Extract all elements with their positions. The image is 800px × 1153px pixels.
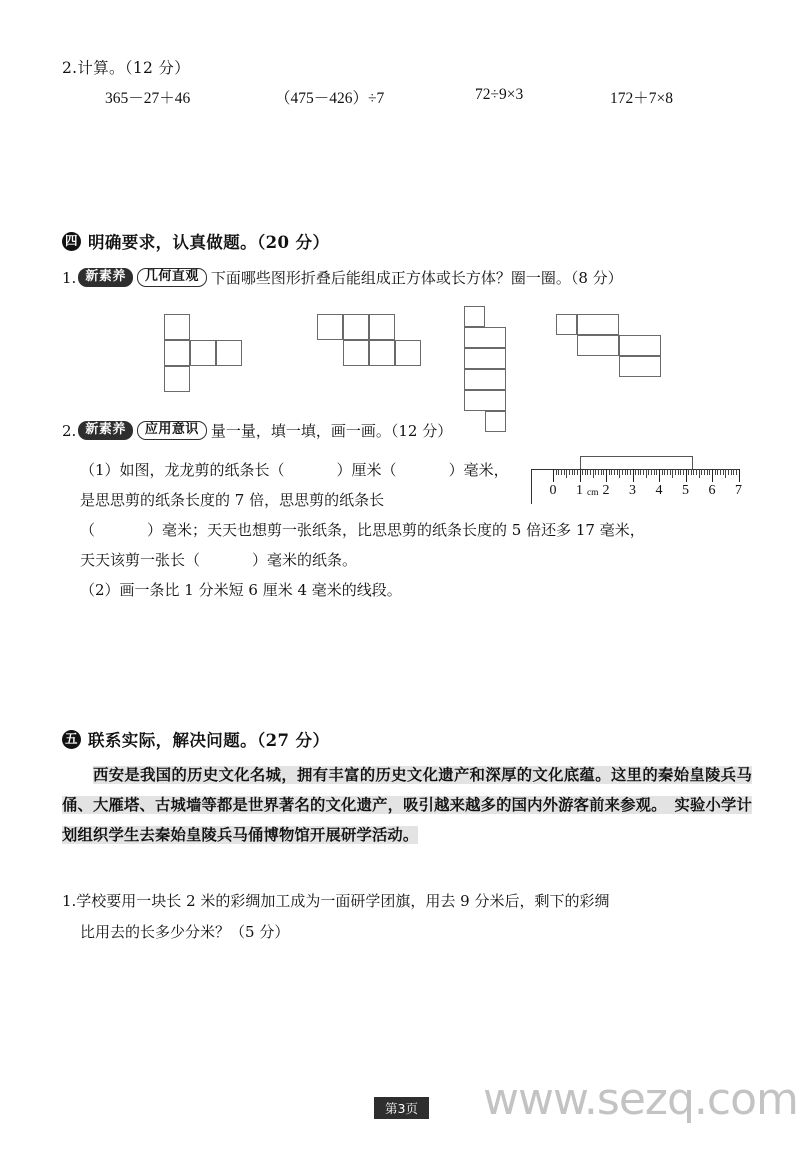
net-cell bbox=[164, 340, 190, 366]
ruler-minor-tick bbox=[577, 469, 578, 475]
ruler-minor-tick bbox=[731, 469, 732, 475]
ruler-minor-tick bbox=[601, 469, 602, 475]
ruler-minor-tick bbox=[709, 469, 710, 475]
ruler-minor-tick bbox=[587, 469, 588, 475]
ruler-minor-tick bbox=[683, 469, 684, 475]
ruler-minor-tick bbox=[699, 469, 700, 478]
calc-expression: 72÷9×3 bbox=[475, 86, 524, 103]
section4-question-1 bbox=[62, 267, 623, 288]
net-cell bbox=[556, 314, 577, 335]
ruler-minor-tick bbox=[622, 469, 623, 475]
ruler-minor-tick bbox=[643, 469, 644, 475]
calc-expression: 172＋7×8 bbox=[610, 90, 673, 107]
ruler-minor-tick bbox=[635, 469, 636, 475]
ruler-minor-tick bbox=[638, 469, 639, 475]
ruler-minor-tick bbox=[656, 469, 657, 475]
section-four-title: 明确要求，认真做题。（20 分） bbox=[88, 233, 330, 252]
ruler-minor-tick bbox=[648, 469, 649, 475]
page-number-badge: 第3页 bbox=[374, 1097, 429, 1119]
ruler-minor-tick bbox=[693, 469, 694, 475]
ruler-minor-tick bbox=[680, 469, 681, 475]
q2-line1-part-a: （1）如图，龙龙剪的纸条长（ bbox=[80, 461, 285, 479]
ruler-minor-tick bbox=[561, 469, 562, 475]
ruler-unit-label: cm bbox=[586, 488, 599, 498]
net-cell bbox=[343, 340, 369, 366]
section-number-badge: 四 bbox=[62, 232, 81, 251]
net-cell bbox=[464, 348, 506, 369]
question-index: 2. bbox=[62, 421, 77, 440]
ruler-minor-tick bbox=[717, 469, 718, 475]
ruler-tick-label: 5 bbox=[682, 483, 689, 498]
q2-line4-part-a: 天天该剪一张长（ bbox=[80, 551, 201, 569]
ruler-major-tick bbox=[633, 469, 634, 482]
ruler-minor-tick bbox=[574, 469, 575, 475]
net-cell bbox=[395, 340, 421, 366]
ruler-minor-tick bbox=[670, 469, 671, 475]
ruler-minor-tick bbox=[704, 469, 705, 475]
ruler-minor-tick bbox=[662, 469, 663, 475]
section-number-badge: 五 bbox=[62, 730, 81, 749]
ruler-major-tick bbox=[712, 469, 713, 482]
ruler-tick-label: 7 bbox=[735, 483, 742, 498]
ruler-minor-tick bbox=[556, 469, 557, 475]
calc-expression-list bbox=[105, 86, 725, 108]
cube-net-figures bbox=[0, 300, 800, 400]
ruler-minor-tick bbox=[664, 469, 665, 475]
net-cell bbox=[464, 327, 506, 348]
ruler-minor-tick bbox=[654, 469, 655, 475]
section-four-header bbox=[62, 229, 329, 253]
ruler-minor-tick bbox=[688, 469, 689, 475]
ruler-minor-tick bbox=[593, 469, 594, 478]
net-cell bbox=[464, 306, 485, 327]
q2-line3-part-a: （ bbox=[80, 521, 96, 539]
ruler-minor-tick bbox=[667, 469, 668, 475]
section4-question-2 bbox=[62, 420, 452, 441]
ruler-minor-tick bbox=[646, 469, 647, 478]
ruler-minor-tick bbox=[725, 469, 726, 478]
ruler-minor-tick bbox=[678, 469, 679, 475]
q2-line1-part-b: ）厘米（ bbox=[336, 461, 397, 479]
q2-line-5: （2）画一条比 1 分米短 6 厘米 4 毫米的线段。 bbox=[80, 581, 402, 599]
net-cell bbox=[464, 369, 506, 390]
ruler-minor-tick bbox=[723, 469, 724, 475]
ruler-minor-tick bbox=[617, 469, 618, 475]
ruler-minor-tick bbox=[558, 469, 559, 475]
calc-expression: （475－426）÷7 bbox=[275, 90, 385, 107]
section-five-title: 联系实际，解决问题。（27 分） bbox=[88, 731, 330, 750]
net-cell bbox=[164, 366, 190, 392]
ruler-major-tick bbox=[580, 469, 581, 482]
ruler-major-tick bbox=[553, 469, 554, 482]
net-cell bbox=[317, 314, 343, 340]
calc-expression: 365－27＋46 bbox=[105, 90, 191, 107]
ruler-minor-tick bbox=[619, 469, 620, 478]
ruler-tick-label: 0 bbox=[549, 483, 557, 498]
net-cell bbox=[485, 411, 506, 432]
ruler-minor-tick bbox=[614, 469, 615, 475]
ruler-minor-tick bbox=[566, 469, 567, 478]
badge-yingyongyishi: 应用意识 bbox=[137, 421, 207, 441]
q2-line3-part-b: ）毫米；天天也想剪一张纸条，比思思剪的纸条长度的 5 倍还多 17 毫米， bbox=[147, 521, 645, 539]
q2-line-1 bbox=[80, 455, 550, 485]
ruler-minor-tick bbox=[720, 469, 721, 475]
section5-question-1 bbox=[62, 886, 762, 948]
net-cell bbox=[369, 314, 395, 340]
ruler-minor-tick bbox=[651, 469, 652, 475]
measured-strip-span bbox=[580, 456, 693, 469]
question-text: 下面哪些图形折叠后能组成正方体或长方体？圈一圈。（8 分） bbox=[210, 269, 623, 287]
ruler-minor-tick bbox=[625, 469, 626, 475]
ruler-major-tick bbox=[659, 469, 660, 482]
net-cell bbox=[343, 314, 369, 340]
q2-line4-part-b: ）毫米的纸条。 bbox=[252, 551, 358, 569]
q2-line1-part-c: ）毫米， bbox=[448, 461, 509, 479]
ruler-major-tick bbox=[739, 469, 740, 482]
ruler-tick-label: 6 bbox=[708, 483, 716, 498]
ruler-minor-tick bbox=[728, 469, 729, 475]
ruler-minor-tick bbox=[585, 469, 586, 475]
q5-1-line-2: 比用去的长多少分米？（5 分） bbox=[80, 923, 290, 941]
section-five-header bbox=[62, 727, 329, 751]
q5-1-line-1: 1.学校要用一块长 2 米的彩绸加工成为一面研学团旗，用去 9 分米后，剩下的彩绸 bbox=[62, 892, 610, 910]
calc-heading: 2.计算。（12 分） bbox=[62, 59, 190, 77]
ruler-minor-tick bbox=[627, 469, 628, 475]
badge-xinsuyang: 新素养 bbox=[78, 268, 133, 287]
net-cell bbox=[190, 340, 216, 366]
net-cell bbox=[216, 340, 242, 366]
question-index: 1. bbox=[62, 268, 77, 287]
ruler-minor-tick bbox=[696, 469, 697, 475]
ruler-minor-tick bbox=[630, 469, 631, 475]
ruler-minor-tick bbox=[569, 469, 570, 475]
ruler-minor-tick bbox=[611, 469, 612, 475]
badge-xinsuyang: 新素养 bbox=[78, 421, 133, 440]
ruler-minor-tick bbox=[701, 469, 702, 475]
ruler-minor-tick bbox=[603, 469, 604, 475]
site-watermark: www.sezq.com bbox=[483, 1074, 798, 1125]
net-cell bbox=[577, 335, 619, 356]
ruler-minor-tick bbox=[598, 469, 599, 475]
ruler-tick-label: 2 bbox=[602, 483, 610, 498]
ruler-minor-tick bbox=[564, 469, 565, 475]
ruler-tick-label: 1 bbox=[576, 483, 583, 498]
ruler-minor-tick bbox=[590, 469, 591, 475]
badge-jihezhiguan: 几何直观 bbox=[137, 268, 207, 288]
ruler-tick-label: 4 bbox=[655, 483, 663, 498]
net-cell bbox=[164, 314, 190, 340]
context-paragraph-text: 西安是我国的历史文化名城，拥有丰富的历史文化遗产和深厚的文化底蕴。这里的秦始皇陵兵马俑、大雁塔、古城墙等都是世界著名的文化遗产，吸引越来越多的国内外游客前来参观。 实验小学计划组织学生去秦始皇陵兵马俑博物馆开展研学活动。 bbox=[62, 766, 752, 844]
q2-line-3 bbox=[80, 515, 645, 545]
ruler-minor-tick bbox=[595, 469, 596, 475]
ruler-figure bbox=[523, 452, 741, 504]
ruler-minor-tick bbox=[707, 469, 708, 475]
ruler-minor-tick bbox=[691, 469, 692, 475]
ruler-minor-tick bbox=[715, 469, 716, 475]
ruler-minor-tick bbox=[572, 469, 573, 475]
ruler-tick-label: 3 bbox=[629, 483, 636, 498]
net-cell bbox=[619, 356, 661, 377]
ruler-minor-tick bbox=[640, 469, 641, 475]
q2-line-4 bbox=[80, 545, 550, 575]
context-paragraph bbox=[62, 760, 752, 850]
question-text: 量一量，填一填，画一画。（12 分） bbox=[210, 422, 453, 440]
ruler-minor-tick bbox=[733, 469, 734, 475]
ruler-minor-tick bbox=[675, 469, 676, 475]
ruler-minor-tick bbox=[736, 469, 737, 475]
net-cell bbox=[464, 390, 506, 411]
ruler-minor-tick bbox=[609, 469, 610, 475]
ruler-major-tick bbox=[606, 469, 607, 482]
q2-line-2: 是思思剪的纸条长度的 7 倍，思思剪的纸条长 bbox=[80, 491, 385, 509]
net-cell bbox=[619, 335, 661, 356]
ruler-major-tick bbox=[686, 469, 687, 482]
ruler-minor-tick bbox=[582, 469, 583, 475]
net-cell bbox=[577, 314, 619, 335]
net-cell bbox=[369, 340, 395, 366]
ruler-minor-tick bbox=[672, 469, 673, 478]
